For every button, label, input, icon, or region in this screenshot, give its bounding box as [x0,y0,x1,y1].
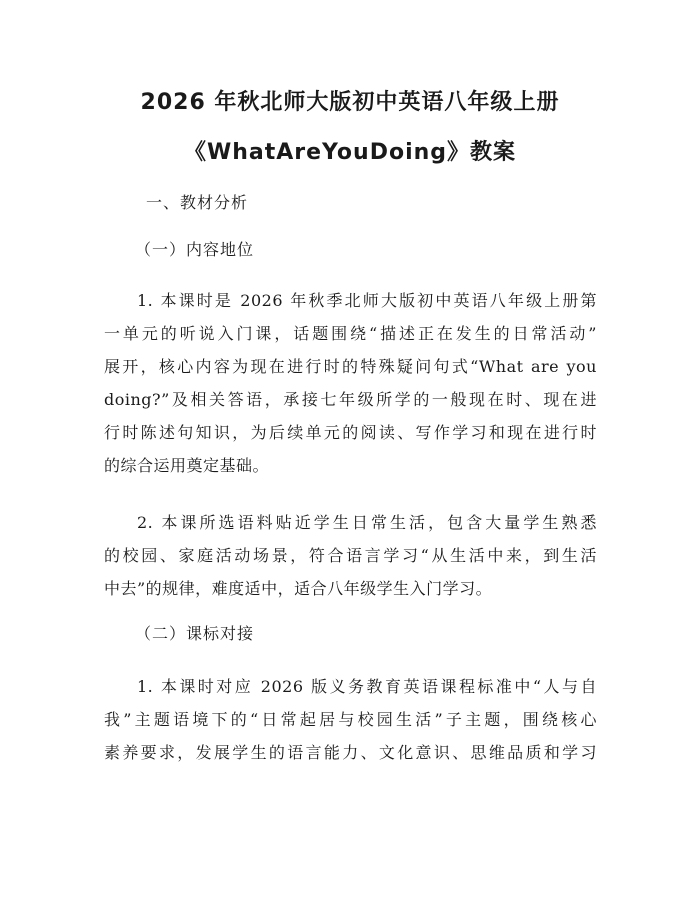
paragraph-content-position-1 [104,284,597,482]
document-title-line-2: 《WhatAreYouDoing》教案 [183,140,517,165]
paragraph-content-position-2 [104,506,597,605]
paragraph-line: 素养要求，发展学生的语言能力、文化意识、思维品质和学习 [104,743,597,762]
paragraph-line: 的校园、家庭活动场景，符合语言学习“从生活中来，到生活 [104,546,597,565]
paragraph-line: 的综合运用奠定基础。 [104,456,270,475]
paragraph-line: 我”主题语境下的“日常起居与校园生活”子主题，围绕核心 [104,710,597,729]
paragraph-line: 1. 本课时对应 2026 版义务教育英语课程标准中“人与自 [137,677,597,696]
paragraph-curriculum-alignment-1 [104,670,597,769]
section-heading-textbook-analysis: 一、教材分析 [146,193,249,212]
paragraph-line: 1. 本课时是 2026 年秋季北师大版初中英语八年级上册第 [137,291,597,310]
subsection-heading-content-position: （一）内容地位 [135,240,255,259]
paragraph-line: 展开，核心内容为现在进行时的特殊疑问句式“What are you [104,357,597,376]
paragraph-line: 行时陈述句知识，为后续单元的阅读、写作学习和现在进行时 [104,423,597,442]
subsection-heading-curriculum-alignment: （二）课标对接 [135,624,255,643]
paragraph-line: doing?”及相关答语，承接七年级所学的一般现在时、现在进 [104,390,597,409]
document-title-line-1: 2026 年秋北师大版初中英语八年级上册 [140,90,560,115]
paragraph-line: 一单元的听说入门课，话题围绕“描述正在发生的日常活动” [104,324,597,343]
paragraph-line: 2. 本课所选语料贴近学生日常生活，包含大量学生熟悉 [137,513,597,532]
paragraph-line: 中去”的规律，难度适中，适合八年级学生入门学习。 [104,579,493,598]
